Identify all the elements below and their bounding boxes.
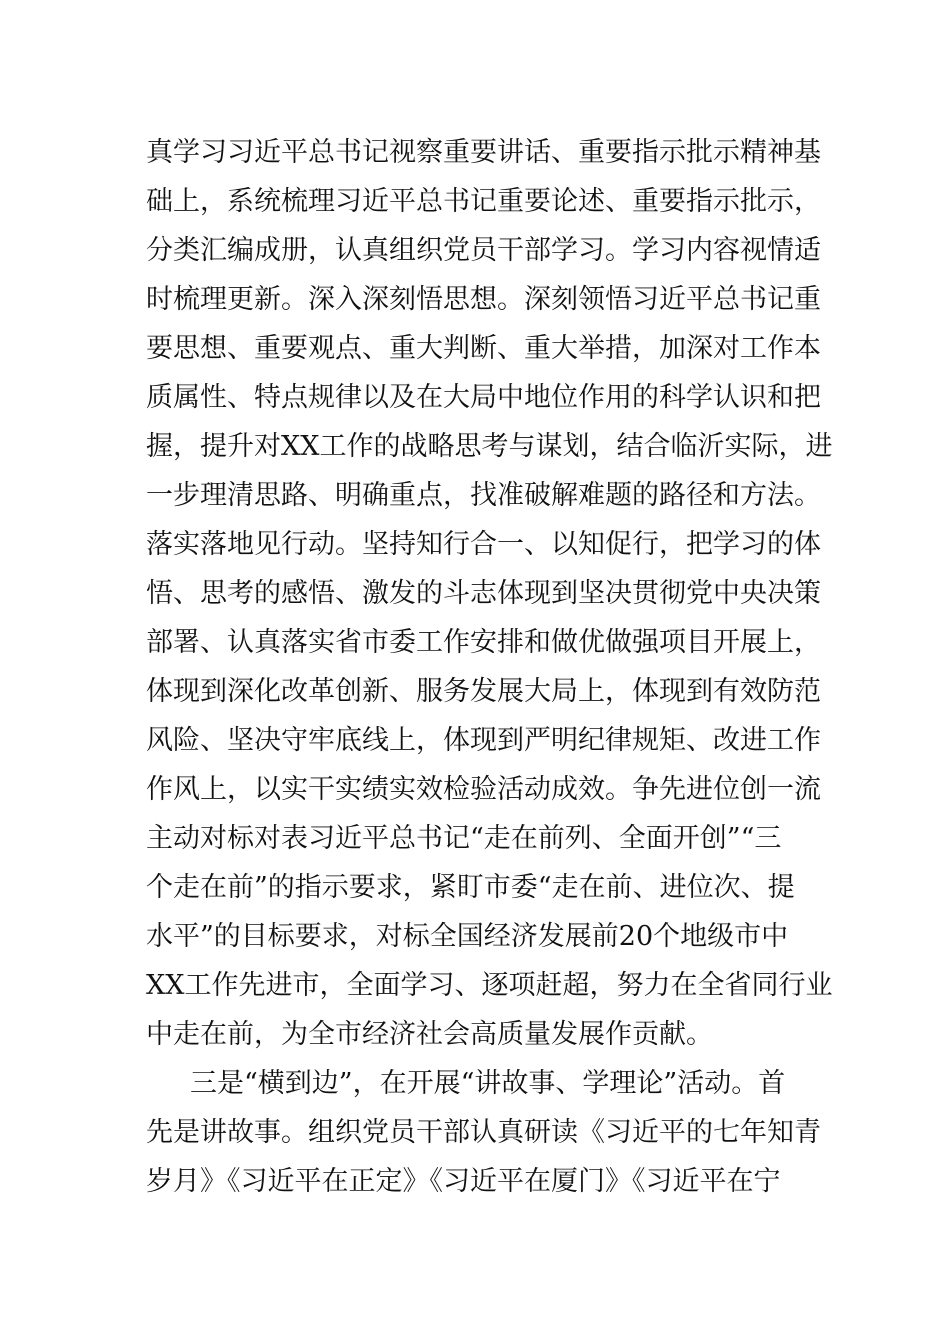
paragraph-start-line: 三是“横到边”，在开展“讲故事、学理论”活动。首 xyxy=(190,1068,786,1099)
body-text xyxy=(146,128,833,1206)
text-line: 要思想、重要观点、重大判断、重大举措，加深对工作本 xyxy=(146,333,821,364)
text-line: 真学习习近平总书记视察重要讲话、重要指示批示精神基 xyxy=(146,137,821,168)
text-line: XX工作先进市，全面学习、逐项赶超，努力在全省同行业 xyxy=(146,970,833,1001)
text-line: 时梳理更新。深入深刻悟思想。深刻领悟习近平总书记重 xyxy=(146,284,821,315)
text-line: 握，提升对XX工作的战略思考与谋划，结合临沂实际，进 xyxy=(146,431,833,462)
text-line: 体现到深化改革创新、服务发展大局上，体现到有效防范 xyxy=(146,676,821,707)
text-line: 分类汇编成册，认真组织党员干部学习。学习内容视情适 xyxy=(146,235,821,266)
text-line: 一步理清思路、明确重点，找准破解难题的路径和方法。 xyxy=(146,480,821,511)
text-line: 质属性、特点规律以及在大局中地位作用的科学认识和把 xyxy=(146,382,821,413)
text-line: 风险、坚决守牢底线上，体现到严明纪律规矩、改进工作 xyxy=(146,725,821,756)
text-line: 落实落地见行动。坚持知行合一、以知促行，把学习的体 xyxy=(146,529,821,560)
text-line: 部署、认真落实省市委工作安排和做优做强项目开展上， xyxy=(146,627,821,658)
text-line: 作风上，以实干实绩实效检验活动成效。争先进位创一流 xyxy=(146,774,821,805)
text-line: 中走在前，为全市经济社会高质量发展作贡献。 xyxy=(146,1019,713,1050)
text-line: 悟、思考的感悟、激发的斗志体现到坚决贯彻党中央决策 xyxy=(146,578,821,609)
text-line: 岁月》《习近平在正定》《习近平在厦门》《习近平在宁 xyxy=(146,1166,781,1197)
text-line: 水平”的目标要求，对标全国经济发展前20个地级市中 xyxy=(146,921,789,952)
text-line: 个走在前”的指示要求，紧盯市委“走在前、进位次、提 xyxy=(146,872,795,903)
text-line: 础上，系统梳理习近平总书记重要论述、重要指示批示， xyxy=(146,186,821,217)
text-line: 主动对标对表习近平总书记“走在前列、全面开创”“三 xyxy=(146,823,782,854)
text-line: 先是讲故事。组织党员干部认真研读《习近平的七年知青 xyxy=(146,1117,821,1148)
